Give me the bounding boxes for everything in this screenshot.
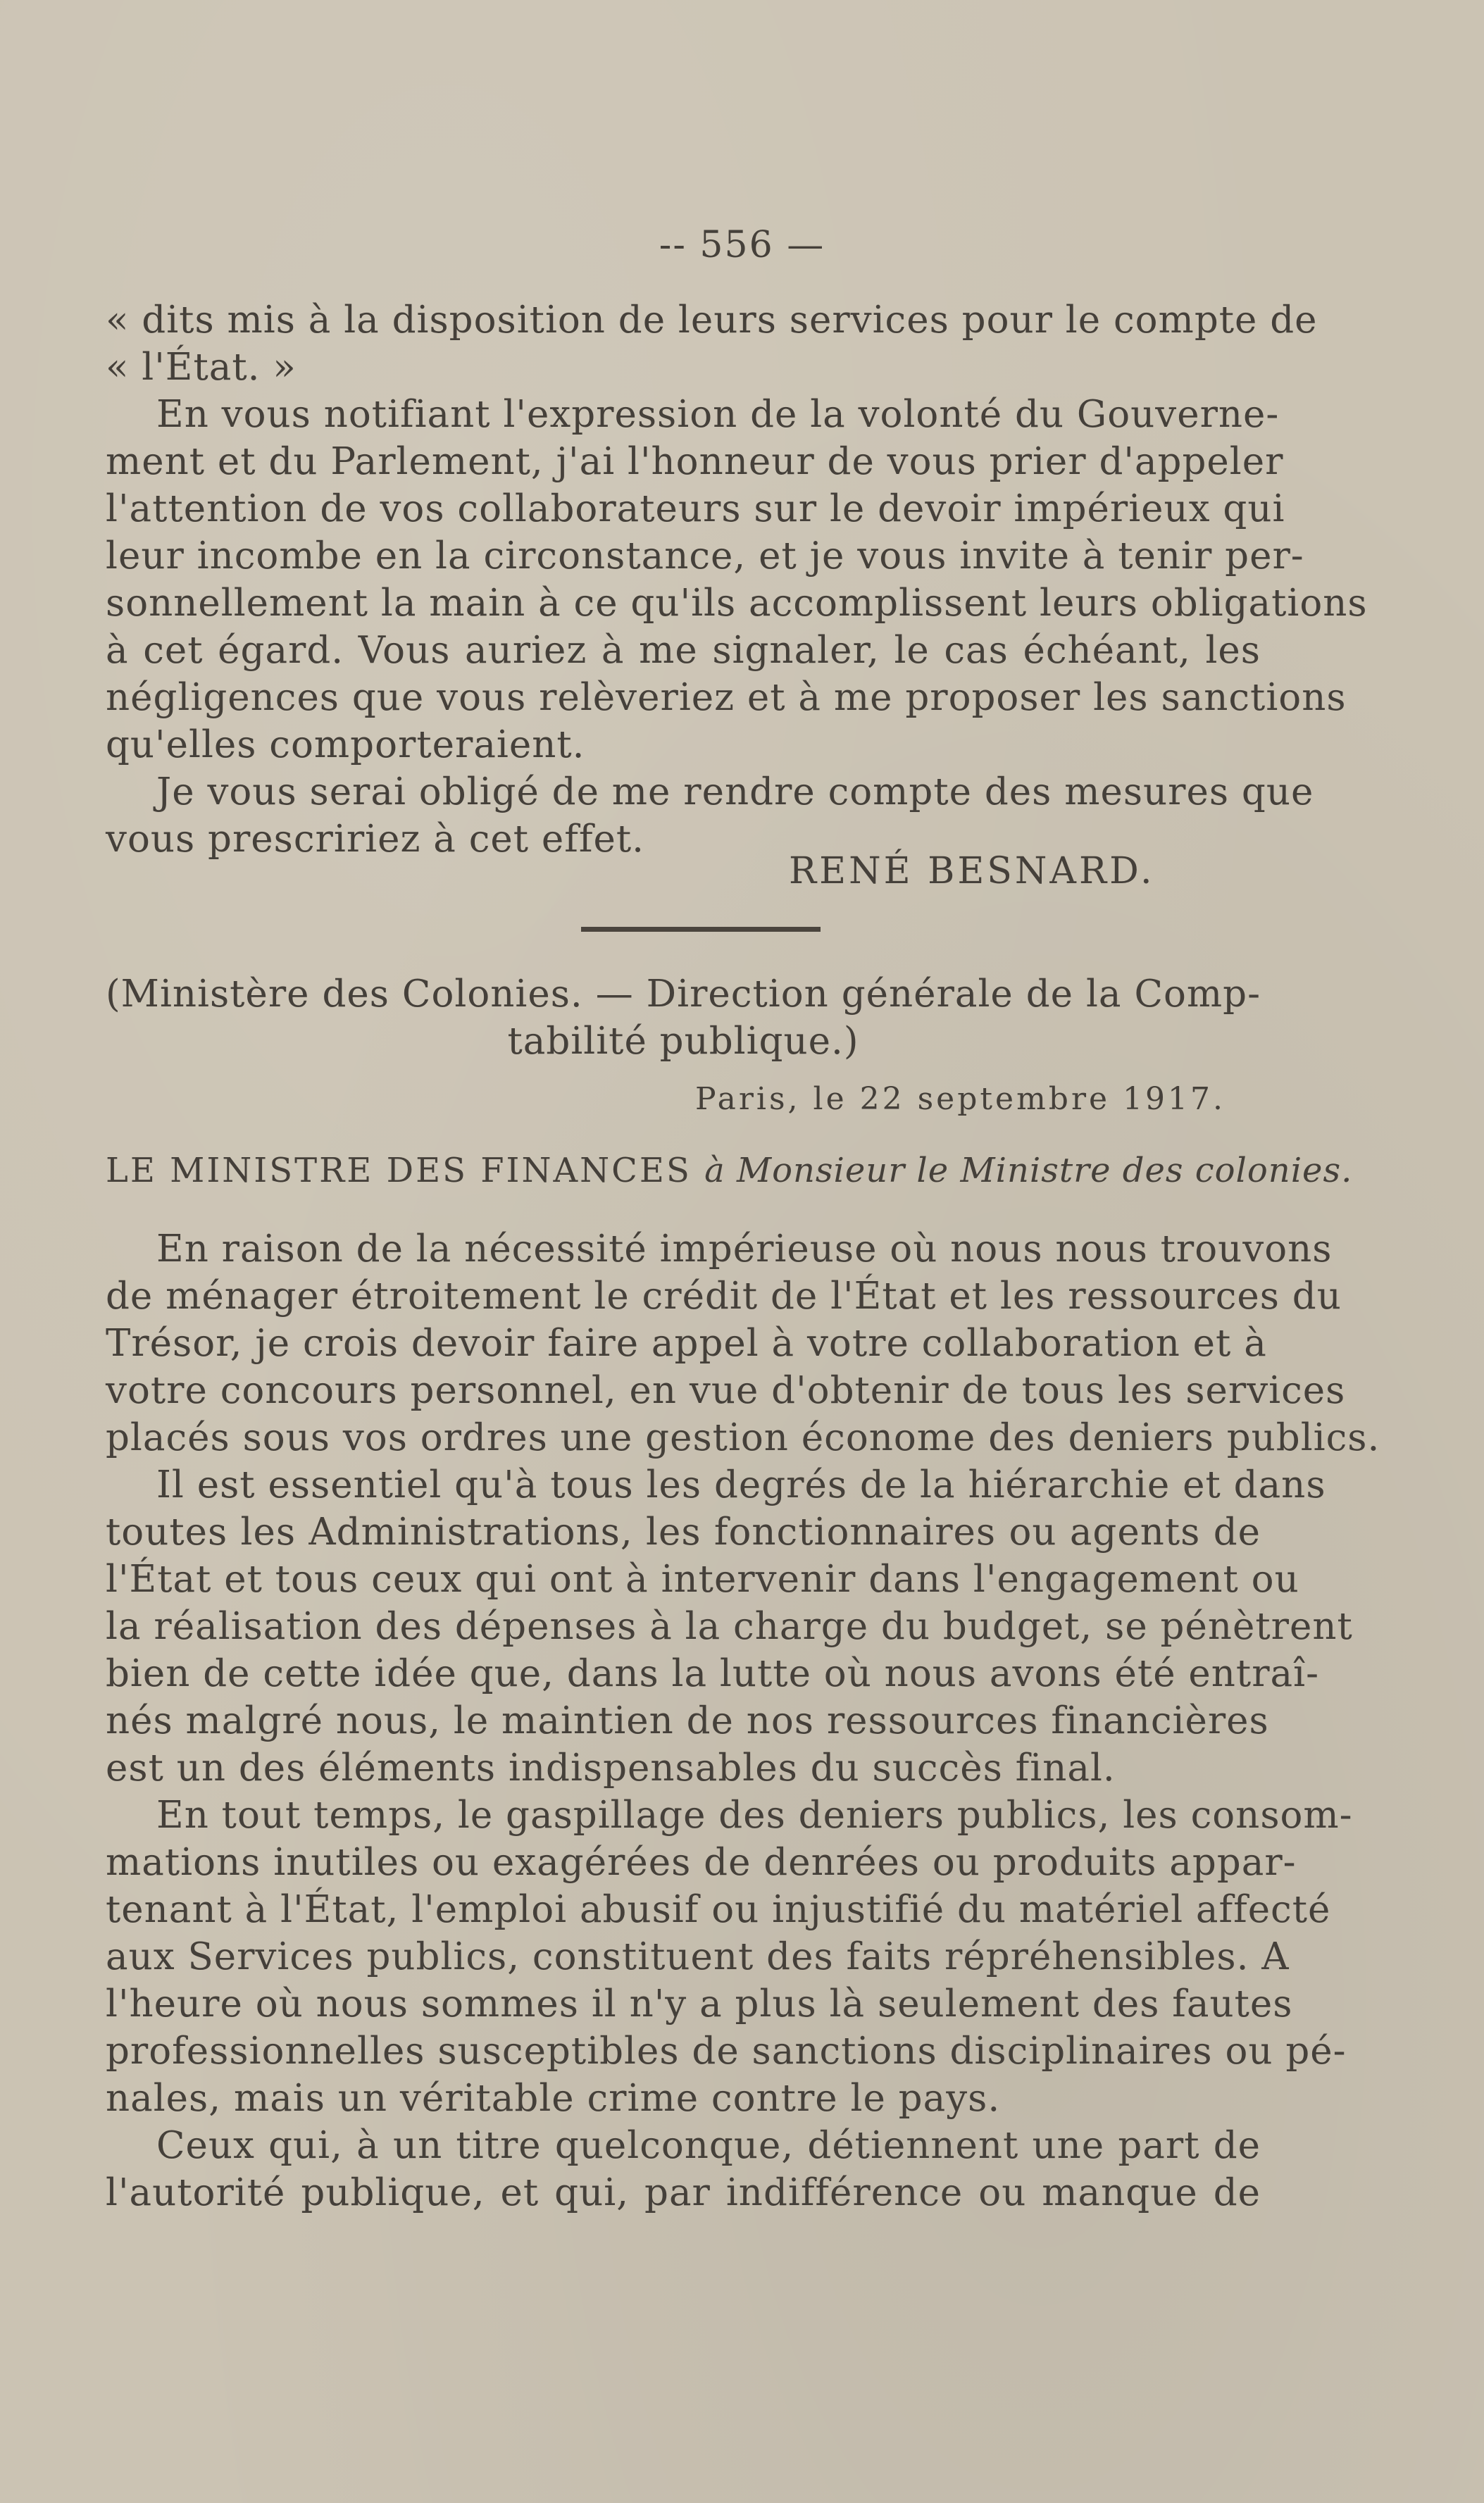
text-line: bien de cette idée que, dans la lutte où nous avons été entraî- [106, 1652, 1320, 1695]
heading-recipient: à Monsieur le Ministre des colonies. [704, 1151, 1353, 1190]
text-line: votre concours personnel, en vue d'obtenir de tous les services [106, 1369, 1346, 1412]
text-line: Je vous serai obligé de me rendre compte des mesures que [156, 770, 1314, 813]
text-line: Trésor, je crois devoir faire appel à votre collaboration et à [106, 1322, 1267, 1365]
text-line: qu'elles comporteraient. [106, 723, 585, 766]
text-line: vous prescririez à cet effet. [106, 818, 644, 861]
text-line: tenant à l'État, l'emploi abusif ou injustifié du matériel affecté [106, 1888, 1331, 1931]
text-line: professionnelles susceptibles de sanctions disciplinaires ou pé- [106, 2030, 1347, 2073]
text-line: l'autorité publique, et qui, par indifférence ou manque de [106, 2171, 1261, 2214]
text-line: aux Services publics, constituent des faits répréhensibles. A [106, 1935, 1290, 1978]
heading-sender: LE MINISTRE DES FINANCES [106, 1151, 705, 1190]
text-line: « dits mis à la disposition de leurs services pour le compte de [106, 299, 1318, 342]
text-line: En vous notifiant l'expression de la volonté du Gouverne- [156, 393, 1280, 436]
text-line: ment et du Parlement, j'ai l'honneur de vous prier d'appeler [106, 440, 1284, 483]
text-line: la réalisation des dépenses à la charge du budget, se pénètrent [106, 1605, 1353, 1648]
letter-heading [106, 1151, 1353, 1190]
text-line: négligences que vous relèveriez et à me proposer les sanctions [106, 676, 1347, 719]
text-line: nés malgré nous, le maintien de nos ressources financières [106, 1699, 1269, 1742]
text-line: Il est essentiel qu'à tous les degrés de la hiérarchie et dans [156, 1463, 1326, 1506]
text-line: Ceux qui, à un titre quelconque, détiennent une part de [156, 2124, 1261, 2167]
caption-line: (Ministère des Colonies. — Direction générale de la Comp- [106, 973, 1261, 1016]
signature: RENÉ BESNARD. [789, 850, 1155, 892]
letter-two-caption [106, 970, 1261, 1065]
text-line: En raison de la nécessité impérieuse où nous nous trouvons [156, 1228, 1333, 1271]
text-line: est un des éléments indispensables du succès final. [106, 1747, 1116, 1790]
text-line: « l'État. » [106, 346, 297, 389]
text-line: l'heure où nous sommes il n'y a plus là seulement des fautes [106, 1983, 1293, 2026]
letter-two-body [106, 1225, 1380, 2216]
text-line: toutes les Administrations, les fonctionnaires ou agents de [106, 1511, 1261, 1554]
text-line: sonnellement la main à ce qu'ils accomplissent leurs obligations [106, 582, 1368, 625]
text-line: l'attention de vos collaborateurs sur le devoir impérieux qui [106, 487, 1285, 530]
caption-line: tabilité publique.) [507, 1020, 859, 1063]
text-line: nales, mais un véritable crime contre le pays. [106, 2077, 1001, 2120]
text-line: mations inutiles ou exagérées de denrées ou produits appar- [106, 1841, 1297, 1884]
section-divider [581, 927, 821, 932]
text-line: à cet égard. Vous auriez à me signaler, le cas échéant, les [106, 629, 1261, 672]
dateline: Paris, le 22 septembre 1917. [694, 1081, 1226, 1117]
text-line: l'État et tous ceux qui ont à intervenir dans l'engagement ou [106, 1558, 1299, 1601]
page-number: -- 556 — [659, 224, 825, 266]
text-line: de ménager étroitement le crédit de l'État et les ressources du [106, 1275, 1342, 1318]
text-line: placés sous vos ordres une gestion économe des deniers publics. [106, 1416, 1380, 1459]
text-line: En tout temps, le gaspillage des deniers publics, les consom- [156, 1794, 1353, 1837]
letter-one-continuation [106, 297, 1368, 863]
text-line: leur incombe en la circonstance, et je vous invite à tenir per- [106, 535, 1304, 578]
